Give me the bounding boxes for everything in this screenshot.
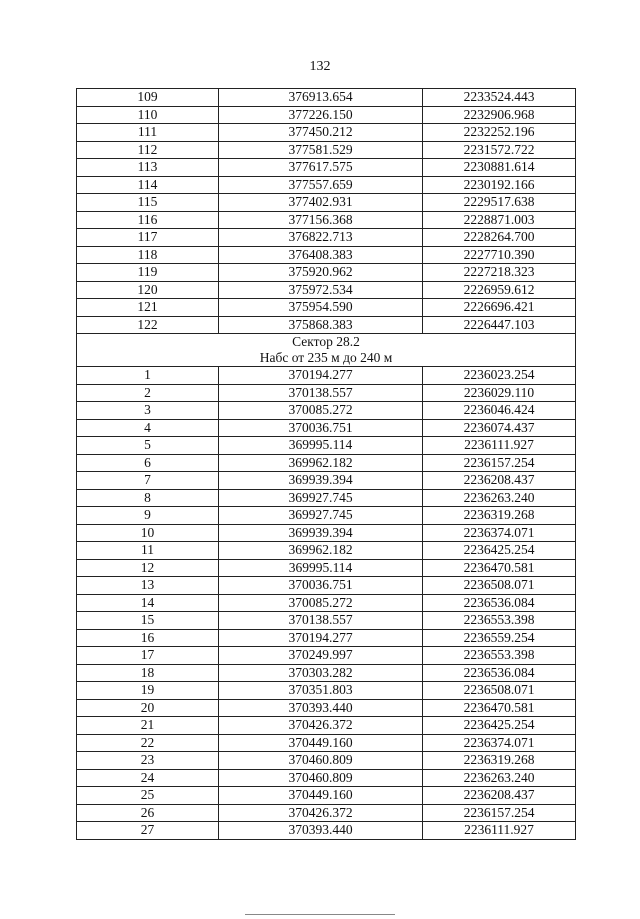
point-number-cell: 109 xyxy=(77,89,219,107)
y-coordinate-cell: 2236319.268 xyxy=(423,752,576,770)
y-coordinate-cell: 2231572.722 xyxy=(423,141,576,159)
x-coordinate-cell: 375972.534 xyxy=(219,281,423,299)
x-coordinate-cell: 370036.751 xyxy=(219,419,423,437)
table-row xyxy=(77,699,576,717)
sector-title: Сектор 28.2 xyxy=(292,334,360,349)
rows-after xyxy=(77,367,576,840)
rows-before xyxy=(77,89,576,334)
x-coordinate-cell: 370449.160 xyxy=(219,787,423,805)
y-coordinate-cell: 2236536.084 xyxy=(423,664,576,682)
point-number-cell: 16 xyxy=(77,629,219,647)
table-row xyxy=(77,454,576,472)
point-number-cell: 22 xyxy=(77,734,219,752)
y-coordinate-cell: 2236470.581 xyxy=(423,699,576,717)
point-number-cell: 1 xyxy=(77,367,219,385)
y-coordinate-cell: 2236374.071 xyxy=(423,524,576,542)
point-number-cell: 3 xyxy=(77,402,219,420)
y-coordinate-cell: 2236111.927 xyxy=(423,437,576,455)
point-number-cell: 10 xyxy=(77,524,219,542)
x-coordinate-cell: 370426.372 xyxy=(219,804,423,822)
point-number-cell: 120 xyxy=(77,281,219,299)
x-coordinate-cell: 370393.440 xyxy=(219,699,423,717)
table-row xyxy=(77,822,576,840)
point-number-cell: 14 xyxy=(77,594,219,612)
x-coordinate-cell: 375954.590 xyxy=(219,299,423,317)
y-coordinate-cell: 2229517.638 xyxy=(423,194,576,212)
y-coordinate-cell: 2236023.254 xyxy=(423,367,576,385)
x-coordinate-cell: 370393.440 xyxy=(219,822,423,840)
y-coordinate-cell: 2236046.424 xyxy=(423,402,576,420)
table-row xyxy=(77,89,576,107)
table-row xyxy=(77,542,576,560)
y-coordinate-cell: 2236157.254 xyxy=(423,804,576,822)
table-row xyxy=(77,787,576,805)
x-coordinate-cell: 375920.962 xyxy=(219,264,423,282)
y-coordinate-cell: 2236319.268 xyxy=(423,507,576,525)
x-coordinate-cell: 376913.654 xyxy=(219,89,423,107)
x-coordinate-cell: 377581.529 xyxy=(219,141,423,159)
x-coordinate-cell: 370351.803 xyxy=(219,682,423,700)
table-row xyxy=(77,507,576,525)
x-coordinate-cell: 370426.372 xyxy=(219,717,423,735)
x-coordinate-cell: 370085.272 xyxy=(219,594,423,612)
table-row xyxy=(77,612,576,630)
table-row xyxy=(77,419,576,437)
y-coordinate-cell: 2236536.084 xyxy=(423,594,576,612)
point-number-cell: 8 xyxy=(77,489,219,507)
table-row xyxy=(77,629,576,647)
x-coordinate-cell: 370138.557 xyxy=(219,612,423,630)
sector-header-row xyxy=(77,334,576,367)
y-coordinate-cell: 2236508.071 xyxy=(423,577,576,595)
sector-subtitle: Набс от 235 м до 240 м xyxy=(259,350,393,365)
x-coordinate-cell: 369939.394 xyxy=(219,524,423,542)
table-row xyxy=(77,647,576,665)
point-number-cell: 19 xyxy=(77,682,219,700)
point-number-cell: 112 xyxy=(77,141,219,159)
y-coordinate-cell: 2236553.398 xyxy=(423,612,576,630)
x-coordinate-cell: 370460.809 xyxy=(219,769,423,787)
table-row xyxy=(77,804,576,822)
y-coordinate-cell: 2233524.443 xyxy=(423,89,576,107)
x-coordinate-cell: 370249.997 xyxy=(219,647,423,665)
point-number-cell: 20 xyxy=(77,699,219,717)
table-row xyxy=(77,194,576,212)
x-coordinate-cell: 376408.383 xyxy=(219,246,423,264)
x-coordinate-cell: 377617.575 xyxy=(219,159,423,177)
x-coordinate-cell: 370194.277 xyxy=(219,367,423,385)
table-row xyxy=(77,159,576,177)
point-number-cell: 4 xyxy=(77,419,219,437)
y-coordinate-cell: 2236208.437 xyxy=(423,787,576,805)
x-coordinate-cell: 369962.182 xyxy=(219,454,423,472)
x-coordinate-cell: 377557.659 xyxy=(219,176,423,194)
y-coordinate-cell: 2228871.003 xyxy=(423,211,576,229)
table-row xyxy=(77,299,576,317)
table-row xyxy=(77,246,576,264)
table-row xyxy=(77,524,576,542)
table-row xyxy=(77,211,576,229)
sector-header-cell xyxy=(77,334,576,367)
coordinates-table xyxy=(76,88,576,840)
point-number-cell: 111 xyxy=(77,124,219,142)
bottom-divider xyxy=(245,914,395,915)
point-number-cell: 122 xyxy=(77,316,219,334)
x-coordinate-cell: 376822.713 xyxy=(219,229,423,247)
table-row xyxy=(77,717,576,735)
table-row xyxy=(77,489,576,507)
x-coordinate-cell: 370036.751 xyxy=(219,577,423,595)
table-row xyxy=(77,281,576,299)
table-row xyxy=(77,472,576,490)
point-number-cell: 6 xyxy=(77,454,219,472)
y-coordinate-cell: 2228264.700 xyxy=(423,229,576,247)
point-number-cell: 15 xyxy=(77,612,219,630)
y-coordinate-cell: 2236553.398 xyxy=(423,647,576,665)
x-coordinate-cell: 377226.150 xyxy=(219,106,423,124)
y-coordinate-cell: 2226959.612 xyxy=(423,281,576,299)
y-coordinate-cell: 2236425.254 xyxy=(423,542,576,560)
point-number-cell: 110 xyxy=(77,106,219,124)
point-number-cell: 25 xyxy=(77,787,219,805)
point-number-cell: 7 xyxy=(77,472,219,490)
table-row xyxy=(77,176,576,194)
sector-section xyxy=(77,334,576,367)
table-row xyxy=(77,734,576,752)
table-row xyxy=(77,229,576,247)
table-row xyxy=(77,682,576,700)
x-coordinate-cell: 375868.383 xyxy=(219,316,423,334)
point-number-cell: 21 xyxy=(77,717,219,735)
page-number: 132 xyxy=(309,59,331,74)
point-number-cell: 17 xyxy=(77,647,219,665)
table-row xyxy=(77,367,576,385)
table-row xyxy=(77,124,576,142)
point-number-cell: 119 xyxy=(77,264,219,282)
table-row xyxy=(77,594,576,612)
y-coordinate-cell: 2236470.581 xyxy=(423,559,576,577)
table-row xyxy=(77,769,576,787)
y-coordinate-cell: 2230192.166 xyxy=(423,176,576,194)
point-number-cell: 11 xyxy=(77,542,219,560)
point-number-cell: 23 xyxy=(77,752,219,770)
point-number-cell: 116 xyxy=(77,211,219,229)
x-coordinate-cell: 370194.277 xyxy=(219,629,423,647)
x-coordinate-cell: 369927.745 xyxy=(219,507,423,525)
y-coordinate-cell: 2230881.614 xyxy=(423,159,576,177)
x-coordinate-cell: 369927.745 xyxy=(219,489,423,507)
point-number-cell: 18 xyxy=(77,664,219,682)
y-coordinate-cell: 2236263.240 xyxy=(423,489,576,507)
table-row xyxy=(77,402,576,420)
table-row xyxy=(77,106,576,124)
x-coordinate-cell: 370303.282 xyxy=(219,664,423,682)
table-row xyxy=(77,559,576,577)
x-coordinate-cell: 370138.557 xyxy=(219,384,423,402)
y-coordinate-cell: 2226447.103 xyxy=(423,316,576,334)
point-number-cell: 118 xyxy=(77,246,219,264)
y-coordinate-cell: 2236111.927 xyxy=(423,822,576,840)
table-row xyxy=(77,384,576,402)
y-coordinate-cell: 2236029.110 xyxy=(423,384,576,402)
x-coordinate-cell: 369939.394 xyxy=(219,472,423,490)
point-number-cell: 114 xyxy=(77,176,219,194)
y-coordinate-cell: 2227218.323 xyxy=(423,264,576,282)
y-coordinate-cell: 2232252.196 xyxy=(423,124,576,142)
y-coordinate-cell: 2236074.437 xyxy=(423,419,576,437)
x-coordinate-cell: 377402.931 xyxy=(219,194,423,212)
y-coordinate-cell: 2226696.421 xyxy=(423,299,576,317)
y-coordinate-cell: 2232906.968 xyxy=(423,106,576,124)
table-row xyxy=(77,316,576,334)
point-number-cell: 117 xyxy=(77,229,219,247)
x-coordinate-cell: 370449.160 xyxy=(219,734,423,752)
point-number-cell: 121 xyxy=(77,299,219,317)
point-number-cell: 5 xyxy=(77,437,219,455)
x-coordinate-cell: 377156.368 xyxy=(219,211,423,229)
table-row xyxy=(77,141,576,159)
x-coordinate-cell: 377450.212 xyxy=(219,124,423,142)
table-row xyxy=(77,577,576,595)
y-coordinate-cell: 2236559.254 xyxy=(423,629,576,647)
table-row xyxy=(77,664,576,682)
x-coordinate-cell: 370085.272 xyxy=(219,402,423,420)
point-number-cell: 2 xyxy=(77,384,219,402)
x-coordinate-cell: 369962.182 xyxy=(219,542,423,560)
point-number-cell: 113 xyxy=(77,159,219,177)
table-row xyxy=(77,752,576,770)
y-coordinate-cell: 2227710.390 xyxy=(423,246,576,264)
point-number-cell: 24 xyxy=(77,769,219,787)
y-coordinate-cell: 2236425.254 xyxy=(423,717,576,735)
y-coordinate-cell: 2236374.071 xyxy=(423,734,576,752)
x-coordinate-cell: 370460.809 xyxy=(219,752,423,770)
y-coordinate-cell: 2236508.071 xyxy=(423,682,576,700)
point-number-cell: 27 xyxy=(77,822,219,840)
y-coordinate-cell: 2236263.240 xyxy=(423,769,576,787)
x-coordinate-cell: 369995.114 xyxy=(219,559,423,577)
y-coordinate-cell: 2236208.437 xyxy=(423,472,576,490)
point-number-cell: 26 xyxy=(77,804,219,822)
point-number-cell: 12 xyxy=(77,559,219,577)
point-number-cell: 9 xyxy=(77,507,219,525)
point-number-cell: 13 xyxy=(77,577,219,595)
point-number-cell: 115 xyxy=(77,194,219,212)
table-row xyxy=(77,437,576,455)
table-row xyxy=(77,264,576,282)
y-coordinate-cell: 2236157.254 xyxy=(423,454,576,472)
x-coordinate-cell: 369995.114 xyxy=(219,437,423,455)
